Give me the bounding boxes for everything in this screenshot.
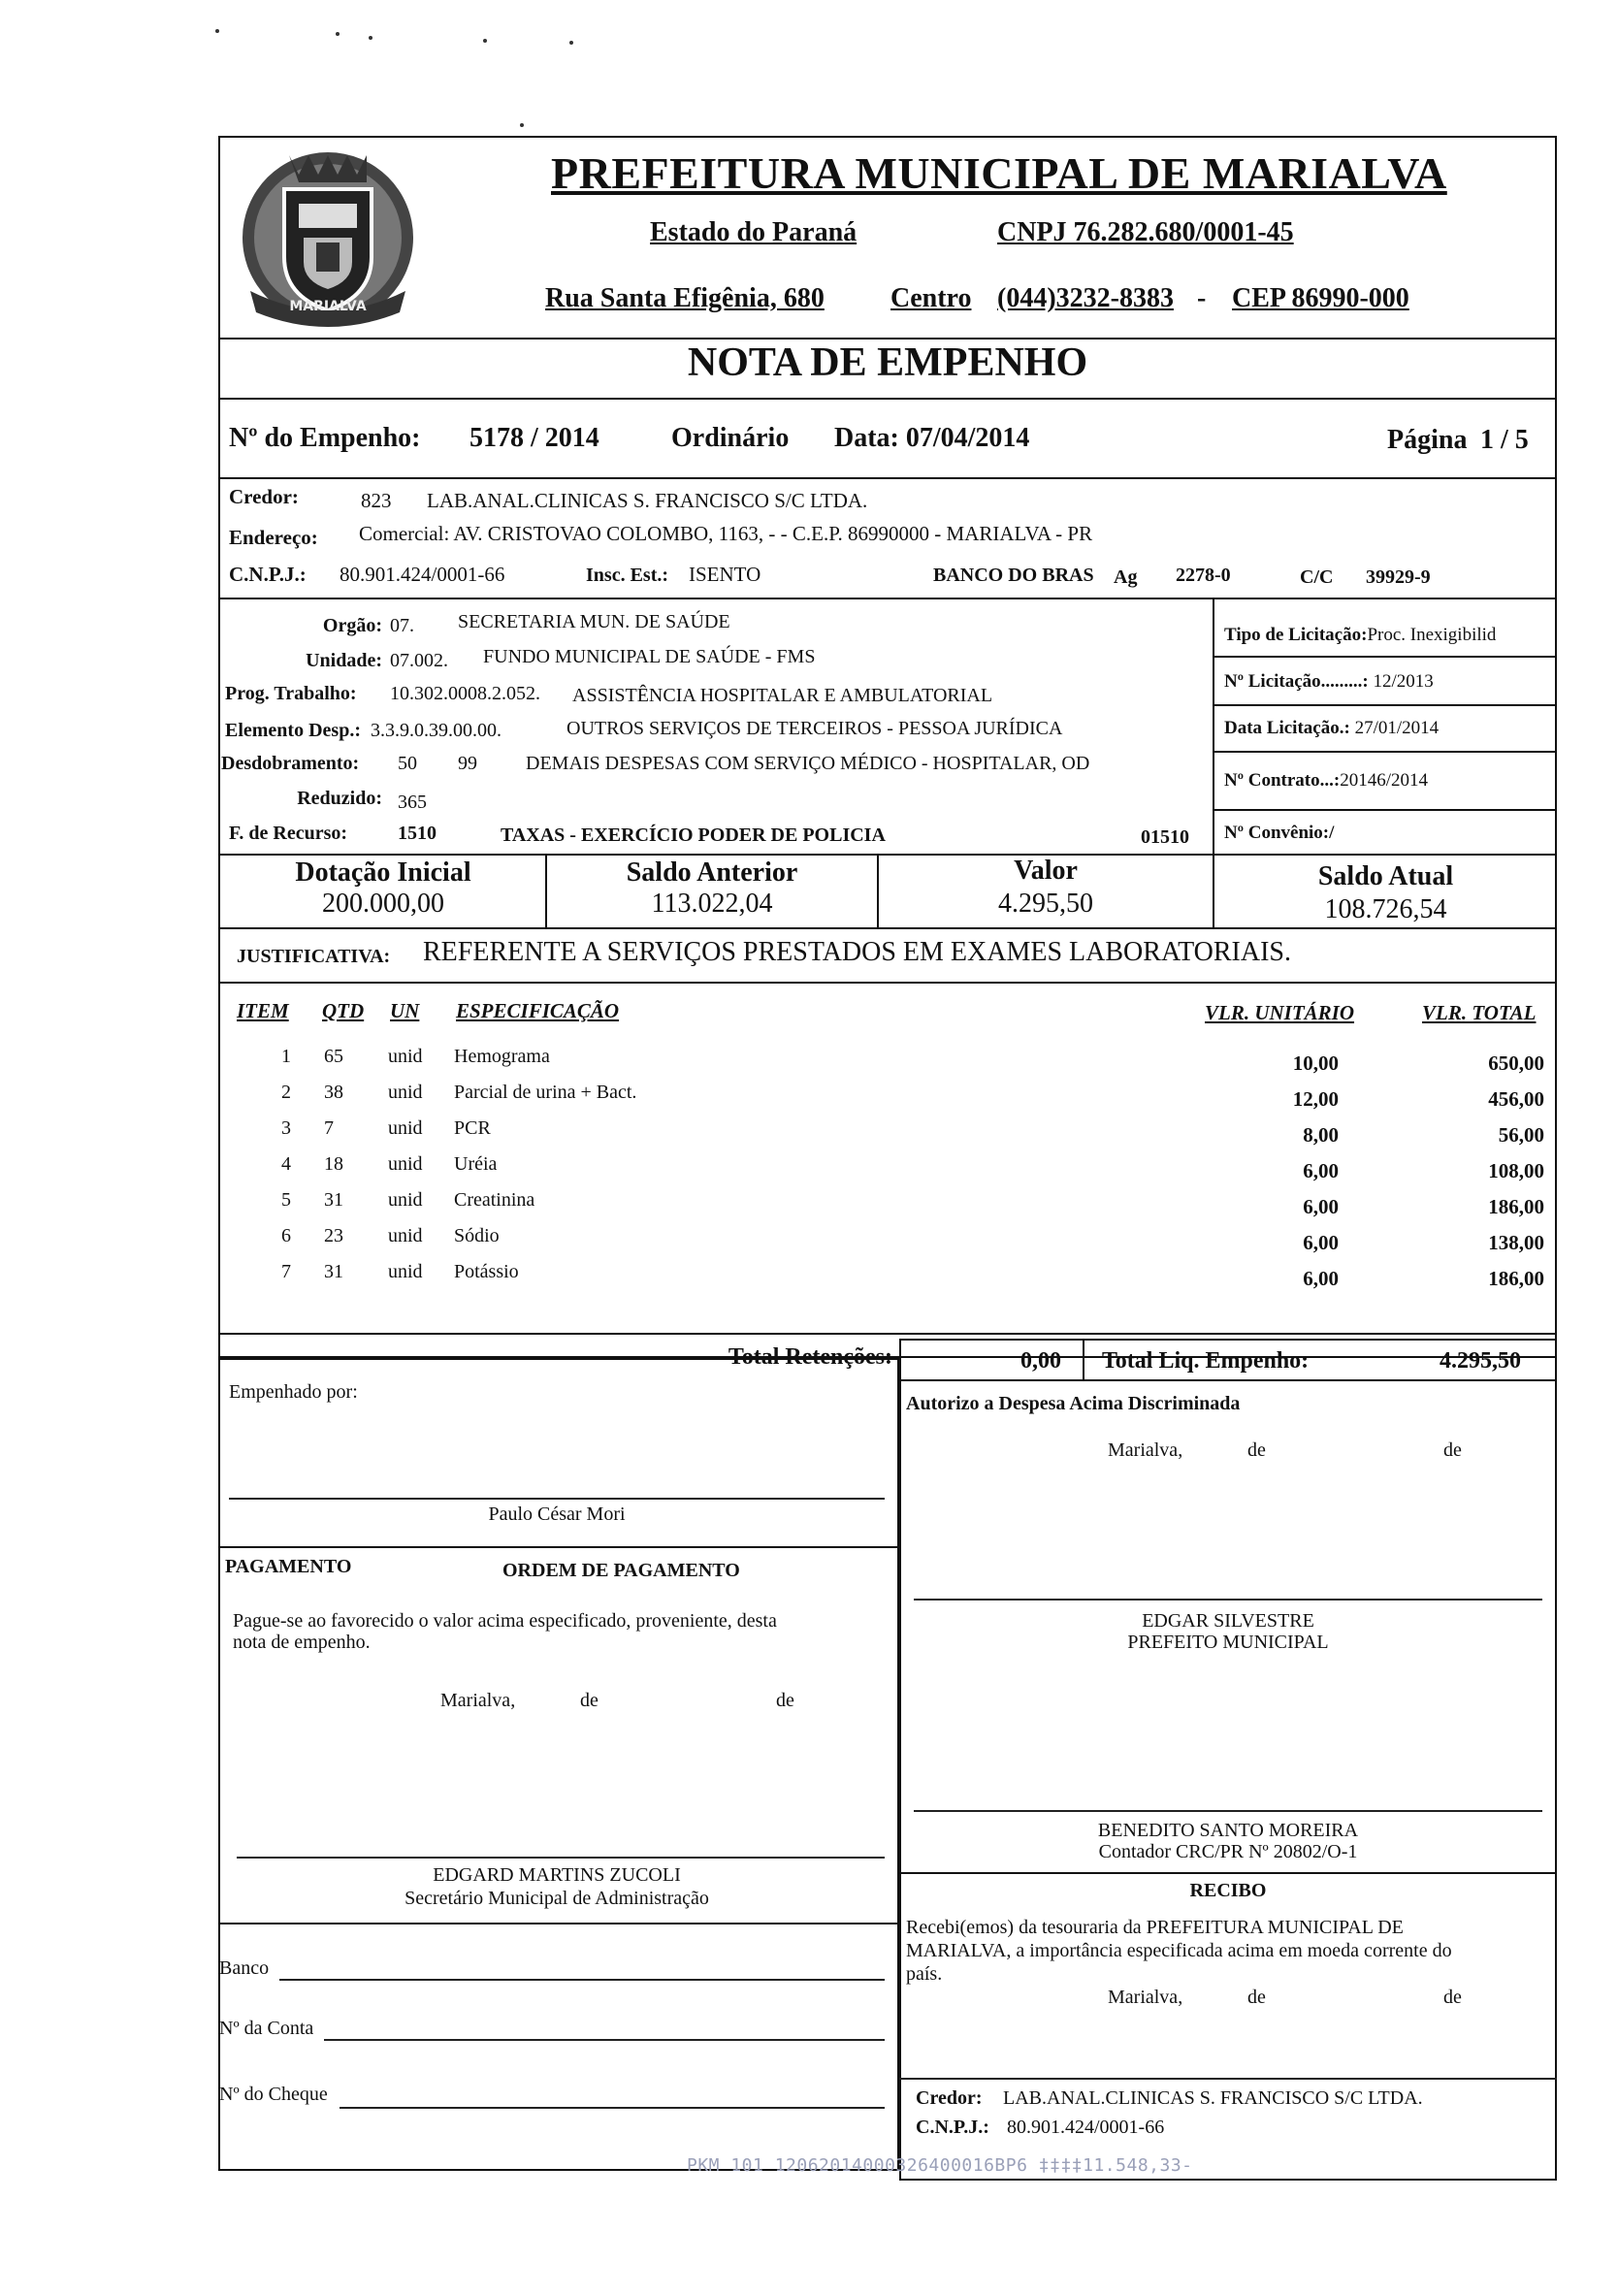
saldo-atual-label: Saldo Atual bbox=[1317, 861, 1454, 891]
conta-numero-label: Nº da Conta bbox=[219, 2018, 314, 2039]
divider bbox=[899, 1379, 1557, 1381]
divider bbox=[1083, 1339, 1084, 1379]
banco-label: Banco bbox=[219, 1957, 270, 1979]
item-total: 650,00 bbox=[1488, 1051, 1544, 1075]
recibo-de-2: de bbox=[1443, 1987, 1462, 2008]
pagamento-de-2: de bbox=[776, 1690, 794, 1711]
banco-line bbox=[279, 1979, 885, 1981]
total-liq-label: Total Liq. Empenho: bbox=[1102, 1348, 1310, 1374]
contrato-value: 20146/2014 bbox=[1340, 770, 1428, 791]
col-qtd: QTD bbox=[322, 999, 365, 1022]
item-number: 5 bbox=[281, 1189, 291, 1211]
recibo-text-1: Recebi(emos) da tesouraria da PREFEITURA MUNICIPAL DE bbox=[906, 1917, 1404, 1938]
item-description: Uréia bbox=[454, 1153, 498, 1175]
scan-speck bbox=[336, 32, 340, 36]
secretario-role: Secretário Municipal de Administração bbox=[404, 1888, 709, 1909]
empenho-data: Data: 07/04/2014 bbox=[834, 423, 1030, 453]
item-unit-price: 6,00 bbox=[1303, 1231, 1339, 1254]
agencia-value: 2278-0 bbox=[1176, 565, 1231, 586]
scan-speck bbox=[483, 39, 487, 43]
unidade-name: FUNDO MUNICIPAL DE SAÚDE - FMS bbox=[483, 646, 816, 667]
recibo-label: RECIBO bbox=[1189, 1880, 1267, 1901]
divider bbox=[1213, 656, 1557, 658]
insc-value: ISENTO bbox=[689, 563, 761, 586]
item-description: Creatinina bbox=[454, 1189, 535, 1211]
item-total: 456,00 bbox=[1488, 1087, 1544, 1111]
valor-label: Valor bbox=[1014, 856, 1078, 886]
empenho-number: 5178 / 2014 bbox=[469, 423, 599, 453]
prog-code: 10.302.0008.2.052. bbox=[390, 683, 540, 704]
empenhado-name: Paulo César Mori bbox=[488, 1504, 626, 1525]
divider bbox=[218, 927, 1557, 929]
retencoes-label: Total Retenções: bbox=[728, 1344, 892, 1370]
unidade-label: Unidade: bbox=[306, 650, 382, 671]
endereco-label: Endereço: bbox=[229, 526, 318, 549]
pagamento-label: PAGAMENTO bbox=[225, 1556, 352, 1577]
autorizo-label: Autorizo a Despesa Acima Discriminada bbox=[906, 1393, 1241, 1414]
item-total: 108,00 bbox=[1488, 1159, 1544, 1182]
empenho-label: Nº do Empenho: bbox=[229, 423, 421, 453]
item-unit-price: 10,00 bbox=[1292, 1051, 1339, 1075]
autorizo-marialva: Marialva, bbox=[1108, 1439, 1183, 1461]
item-unit-type: unid bbox=[388, 1046, 423, 1067]
cheque-label: Nº do Cheque bbox=[219, 2084, 328, 2105]
divider bbox=[1213, 704, 1557, 706]
licitacao-num: 12/2013 bbox=[1373, 671, 1434, 692]
col-item: ITEM bbox=[237, 999, 289, 1022]
saldo-anterior-label: Saldo Anterior bbox=[626, 857, 798, 888]
insc-label: Insc. Est.: bbox=[586, 565, 669, 586]
divider bbox=[218, 982, 1557, 984]
header-estado: Estado do Paraná bbox=[650, 217, 858, 247]
pague-text-2: nota de empenho. bbox=[233, 1632, 371, 1653]
recibo-de-1: de bbox=[1247, 1987, 1266, 2008]
item-qtd: 23 bbox=[324, 1225, 343, 1246]
pagamento-marialva: Marialva, bbox=[440, 1690, 516, 1711]
signature-line bbox=[914, 1810, 1542, 1812]
item-qtd: 31 bbox=[324, 1261, 343, 1282]
empenho-tipo: Ordinário bbox=[671, 423, 790, 453]
valor-value: 4.295,50 bbox=[998, 889, 1093, 919]
orgao-label: Orgão: bbox=[322, 615, 382, 636]
item-unit-type: unid bbox=[388, 1189, 423, 1211]
item-qtd: 65 bbox=[324, 1046, 343, 1067]
reduzido-value: 365 bbox=[398, 792, 427, 813]
justificativa-text: REFERENTE A SERVIÇOS PRESTADOS EM EXAMES LABORATORIAIS. bbox=[423, 937, 1292, 967]
endereco-value: Comercial: AV. CRISTOVAO COLOMBO, 1163, - - C.E.P. 86990000 - MARIALVA - PR bbox=[359, 522, 1093, 545]
recibo-text-2: MARIALVA, a importância especificada acima em moeda corrente do bbox=[906, 1940, 1452, 1961]
secretario-name: EDGARD MARTINS ZUCOLI bbox=[433, 1864, 681, 1886]
header-phone: (044)3232-8383 bbox=[997, 283, 1174, 313]
cnpj-label: C.N.P.J.: bbox=[229, 563, 307, 586]
credor-label: Credor: bbox=[229, 485, 299, 508]
coat-of-arms-logo bbox=[231, 146, 425, 340]
recibo-cnpj-label: C.N.P.J.: bbox=[916, 2117, 989, 2138]
licitacao-tipo-label: Tipo de Licitação: bbox=[1224, 625, 1368, 645]
retencoes-value: 0,00 bbox=[1020, 1348, 1061, 1374]
header-cep: CEP 86990-000 bbox=[1232, 283, 1409, 313]
item-description: Parcial de urina + Bact. bbox=[454, 1082, 637, 1103]
convenio-label: Nº Convênio:/ bbox=[1224, 823, 1335, 843]
contrato-label: Nº Contrato...: bbox=[1224, 770, 1341, 791]
ordem-pagamento-label: ORDEM DE PAGAMENTO bbox=[502, 1560, 740, 1581]
item-number: 7 bbox=[281, 1261, 291, 1282]
divider bbox=[218, 1923, 899, 1924]
item-unit-price: 6,00 bbox=[1303, 1159, 1339, 1182]
scan-speck bbox=[369, 36, 372, 40]
divider bbox=[899, 1872, 1557, 1874]
col-unitario: VLR. UNITÁRIO bbox=[1205, 1001, 1355, 1024]
item-unit-price: 6,00 bbox=[1303, 1267, 1339, 1290]
divider bbox=[1213, 598, 1214, 854]
conta-value: 39929-9 bbox=[1366, 566, 1431, 588]
orgao-code: 07. bbox=[390, 615, 414, 636]
item-qtd: 18 bbox=[324, 1153, 343, 1175]
elemento-name: OUTROS SERVIÇOS DE TERCEIROS - PESSOA JURÍDICA bbox=[566, 718, 1063, 739]
doc-title: NOTA DE EMPENHO bbox=[687, 340, 1088, 385]
item-number: 3 bbox=[281, 1117, 291, 1139]
item-number: 6 bbox=[281, 1225, 291, 1246]
orgao-name: SECRETARIA MUN. DE SAÚDE bbox=[458, 611, 730, 632]
item-total: 186,00 bbox=[1488, 1267, 1544, 1290]
desdobramento-a: 50 bbox=[398, 753, 417, 774]
recibo-credor-label: Credor: bbox=[916, 2087, 983, 2109]
signature-line bbox=[229, 1498, 885, 1500]
item-description: Potássio bbox=[454, 1261, 519, 1282]
item-number: 1 bbox=[281, 1046, 291, 1067]
item-unit-price: 8,00 bbox=[1303, 1123, 1339, 1147]
divider bbox=[218, 398, 1557, 400]
desdobramento-b: 99 bbox=[458, 753, 477, 774]
col-total: VLR. TOTAL bbox=[1422, 1001, 1537, 1024]
item-total: 186,00 bbox=[1488, 1195, 1544, 1218]
signature-line bbox=[899, 2078, 1557, 2080]
recurso-name: TAXAS - EXERCÍCIO PODER DE POLICIA bbox=[501, 825, 886, 846]
scan-speck bbox=[215, 29, 219, 33]
header-separator: - bbox=[1197, 283, 1207, 313]
licitacao-num-label: Nº Licitação.........: bbox=[1224, 671, 1369, 692]
col-un: UN bbox=[390, 999, 420, 1022]
agencia-label: Ag bbox=[1114, 566, 1138, 588]
pagina-number: 1 / 5 bbox=[1480, 425, 1529, 455]
recibo-text-3: país. bbox=[906, 1963, 943, 1985]
pague-text-1: Pague-se ao favorecido o valor acima especificado, proveniente, desta bbox=[233, 1610, 777, 1632]
signature-line bbox=[237, 1857, 885, 1859]
justificativa-label: JUSTIFICATIVA: bbox=[237, 946, 391, 967]
credor-cnpj: 80.901.424/0001-66 bbox=[340, 563, 505, 586]
svg-text:MARIALVA: MARIALVA bbox=[289, 299, 367, 314]
item-qtd: 31 bbox=[324, 1189, 343, 1211]
reduzido-label: Reduzido: bbox=[297, 788, 382, 809]
credor-name: LAB.ANAL.CLINICAS S. FRANCISCO S/C LTDA. bbox=[427, 489, 868, 512]
item-unit-type: unid bbox=[388, 1261, 423, 1282]
licitacao-data: 27/01/2014 bbox=[1354, 718, 1440, 738]
conta-label: C/C bbox=[1300, 566, 1334, 588]
elemento-label: Elemento Desp.: bbox=[225, 720, 361, 741]
desdobramento-label: Desdobramento: bbox=[221, 753, 360, 774]
banco-name: BANCO DO BRAS bbox=[933, 565, 1094, 586]
item-total: 138,00 bbox=[1488, 1231, 1544, 1254]
right-bottom-frame bbox=[899, 1339, 1557, 2181]
recurso-code: 1510 bbox=[398, 823, 437, 844]
item-unit-price: 12,00 bbox=[1292, 1087, 1339, 1111]
item-description: PCR bbox=[454, 1117, 491, 1139]
total-liq-value: 4.295,50 bbox=[1440, 1348, 1521, 1374]
pagina-label: Página bbox=[1387, 425, 1468, 455]
header-title: PREFEITURA MUNICIPAL DE MARIALVA bbox=[551, 148, 1447, 198]
item-number: 2 bbox=[281, 1082, 291, 1103]
recurso-number: 01510 bbox=[1141, 826, 1189, 848]
recibo-cnpj: 80.901.424/0001-66 bbox=[1007, 2117, 1165, 2138]
elemento-code: 3.3.9.0.39.00.00. bbox=[371, 720, 502, 741]
saldo-atual-value: 108.726,54 bbox=[1324, 894, 1447, 924]
cheque-line bbox=[340, 2107, 885, 2109]
unidade-code: 07.002. bbox=[390, 650, 448, 671]
scan-speck bbox=[520, 123, 524, 127]
recibo-marialva: Marialva, bbox=[1108, 1987, 1183, 2008]
item-unit-type: unid bbox=[388, 1082, 423, 1103]
autorizo-de-1: de bbox=[1247, 1439, 1266, 1461]
header-centro: Centro bbox=[890, 283, 972, 313]
licitacao-data-label: Data Licitação.: bbox=[1224, 718, 1350, 738]
divider bbox=[218, 1333, 1557, 1335]
divider bbox=[218, 1546, 899, 1548]
col-especificacao: ESPECIFICAÇÃO bbox=[456, 999, 620, 1022]
item-unit-type: unid bbox=[388, 1153, 423, 1175]
item-number: 4 bbox=[281, 1153, 291, 1175]
prog-label: Prog. Trabalho: bbox=[225, 683, 357, 704]
pagamento-de-1: de bbox=[580, 1690, 599, 1711]
dotacao-inicial-label: Dotação Inicial bbox=[295, 857, 471, 888]
contador-role: Contador CRC/PR Nº 20802/O-1 bbox=[1098, 1841, 1358, 1862]
item-description: Hemograma bbox=[454, 1046, 550, 1067]
header-cnpj: CNPJ 76.282.680/0001-45 bbox=[997, 217, 1294, 247]
divider bbox=[1213, 809, 1557, 811]
prog-name: ASSISTÊNCIA HOSPITALAR E AMBULATORIAL bbox=[572, 685, 993, 706]
contador-name: BENEDITO SANTO MOREIRA bbox=[1097, 1820, 1359, 1841]
item-total: 56,00 bbox=[1498, 1123, 1544, 1147]
credor-code: 823 bbox=[361, 489, 392, 512]
divider bbox=[218, 477, 1557, 479]
prefeito-name: EDGAR SILVESTRE bbox=[1142, 1610, 1314, 1632]
conta-line bbox=[324, 2039, 885, 2041]
saldo-anterior-value: 113.022,04 bbox=[651, 889, 773, 919]
item-description: Sódio bbox=[454, 1225, 500, 1246]
item-qtd: 7 bbox=[324, 1117, 334, 1139]
dotacao-inicial-value: 200.000,00 bbox=[322, 889, 444, 919]
scan-speck bbox=[569, 41, 573, 45]
item-unit-type: unid bbox=[388, 1117, 423, 1139]
left-bottom-frame bbox=[218, 1358, 899, 2171]
divider bbox=[218, 598, 1557, 599]
signature-line bbox=[914, 1599, 1542, 1601]
item-unit-type: unid bbox=[388, 1225, 423, 1246]
prefeito-role: PREFEITO MUNICIPAL bbox=[1127, 1632, 1329, 1653]
divider bbox=[1213, 751, 1557, 753]
autorizo-de-2: de bbox=[1443, 1439, 1462, 1461]
header-address: Rua Santa Efigênia, 680 bbox=[545, 283, 825, 313]
item-qtd: 38 bbox=[324, 1082, 343, 1103]
empenhado-label: Empenhado por: bbox=[229, 1381, 358, 1403]
recibo-credor-name: LAB.ANAL.CLINICAS S. FRANCISCO S/C LTDA. bbox=[1003, 2087, 1423, 2109]
desdobramento-name: DEMAIS DESPESAS COM SERVIÇO MÉDICO - HOSPITALAR, OD bbox=[526, 753, 1090, 774]
licitacao-tipo: Proc. Inexigibilid bbox=[1367, 625, 1497, 645]
recurso-label: F. de Recurso: bbox=[229, 823, 348, 844]
item-unit-price: 6,00 bbox=[1303, 1195, 1339, 1218]
bank-authentication-stamp: PKM 101 12062014000326400016BP6 ‡‡‡‡11.548,33- bbox=[687, 2155, 1193, 2176]
